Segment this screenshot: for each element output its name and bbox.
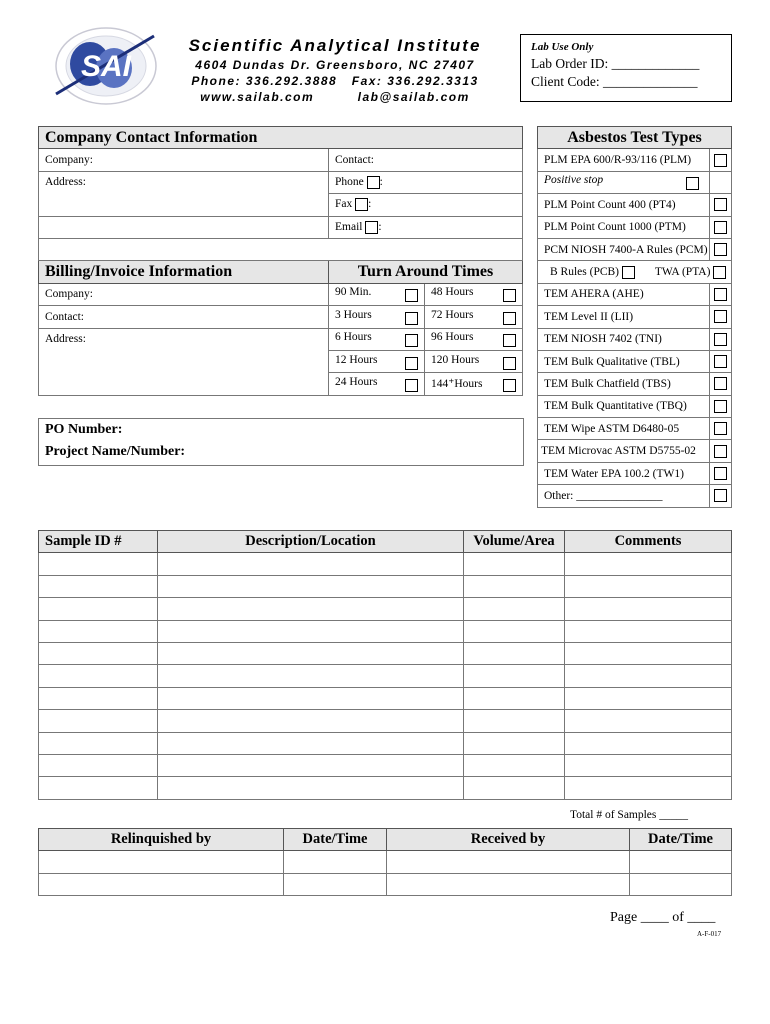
tat-checkbox[interactable] xyxy=(503,312,516,325)
sample-cell[interactable] xyxy=(464,575,565,597)
tat-label: 90 Min. xyxy=(335,286,372,299)
test-other[interactable]: Other: _______________ xyxy=(538,485,710,507)
received-header: Received by xyxy=(387,829,630,851)
test-checkbox-cell[interactable] xyxy=(710,283,732,305)
custody-cell[interactable] xyxy=(387,851,630,873)
description-header: Description/Location xyxy=(158,531,464,553)
address-line-2[interactable] xyxy=(39,216,329,238)
sample-row xyxy=(39,642,732,664)
tat-label: 3 Hours xyxy=(335,308,372,321)
fax-field[interactable] xyxy=(329,194,523,216)
billing-title: Billing/Invoice Information xyxy=(39,261,329,283)
blank-row[interactable] xyxy=(39,238,523,260)
sample-cell[interactable] xyxy=(158,754,464,776)
custody-cell[interactable] xyxy=(284,851,387,873)
blank-cell xyxy=(710,171,732,193)
institute-website: www.sailab.com xyxy=(200,90,315,104)
company-billing-table xyxy=(38,126,523,396)
po-project-box xyxy=(38,418,524,466)
checkbox[interactable] xyxy=(714,400,727,413)
relinquished-header: Relinquished by xyxy=(39,829,284,851)
tat-option-144-hours[interactable] xyxy=(425,373,523,395)
positive-stop-checkbox[interactable] xyxy=(686,177,699,190)
sample-cell[interactable] xyxy=(158,642,464,664)
form-code: A-F-017 xyxy=(697,930,722,938)
sample-cell[interactable] xyxy=(39,732,158,754)
checkbox[interactable] xyxy=(714,377,727,390)
fax-colon: : xyxy=(368,198,372,211)
test-checkbox-cell[interactable] xyxy=(710,440,732,462)
test-checkbox-cell[interactable] xyxy=(710,395,732,417)
tat-checkbox[interactable] xyxy=(503,289,516,302)
custody-table xyxy=(38,828,732,896)
sample-cell[interactable] xyxy=(565,732,732,754)
checkbox[interactable] xyxy=(714,221,727,234)
pta-checkbox[interactable] xyxy=(713,266,726,279)
sample-cell[interactable] xyxy=(39,710,158,732)
test-checkbox-cell[interactable] xyxy=(710,462,732,484)
sample-cell[interactable] xyxy=(39,598,158,620)
custody-cell[interactable] xyxy=(39,873,284,895)
checkbox[interactable] xyxy=(714,333,727,346)
sample-cell[interactable] xyxy=(158,553,464,575)
sample-cell[interactable] xyxy=(464,754,565,776)
test-checkbox-cell[interactable] xyxy=(710,418,732,440)
test-plm: PLM EPA 600/R-93/116 (PLM) xyxy=(538,149,710,171)
sample-cell[interactable] xyxy=(158,575,464,597)
sample-cell[interactable] xyxy=(565,777,732,799)
sample-cell[interactable] xyxy=(565,687,732,709)
sample-table xyxy=(38,530,732,800)
total-samples-field[interactable]: Total # of Samples _____ xyxy=(570,809,689,821)
test-checkbox-cell[interactable] xyxy=(710,306,732,328)
tat-checkbox[interactable] xyxy=(405,334,418,347)
institute-web-email xyxy=(175,90,495,104)
sample-cell[interactable] xyxy=(39,754,158,776)
tat-checkbox[interactable] xyxy=(405,379,418,392)
sample-cell[interactable] xyxy=(158,598,464,620)
sample-cell[interactable] xyxy=(158,620,464,642)
test-positive-stop xyxy=(538,171,710,193)
test-checkbox-cell[interactable] xyxy=(710,350,732,372)
sample-cell[interactable] xyxy=(565,575,732,597)
sample-cell[interactable] xyxy=(565,598,732,620)
checkbox[interactable] xyxy=(714,310,727,323)
sample-cell[interactable] xyxy=(39,620,158,642)
tat-label: 72 Hours xyxy=(431,308,474,321)
sample-cell[interactable] xyxy=(39,553,158,575)
phone-colon: : xyxy=(379,176,383,189)
logo-lettering: SAI xyxy=(80,50,132,83)
asbestos-test-table xyxy=(537,126,732,508)
sample-cell[interactable] xyxy=(565,710,732,732)
email-colon: : xyxy=(378,220,382,233)
checkbox[interactable] xyxy=(714,198,727,211)
sample-cell[interactable] xyxy=(39,665,158,687)
test-tbl: TEM Bulk Qualitative (TBL) xyxy=(538,350,710,372)
checkbox[interactable] xyxy=(714,288,727,301)
positive-stop-label: Positive stop xyxy=(544,174,604,187)
sample-row xyxy=(39,754,732,776)
comments-header: Comments xyxy=(565,531,732,553)
sample-cell[interactable] xyxy=(565,754,732,776)
test-ptm: PLM Point Count 1000 (PTM) xyxy=(538,216,710,238)
sample-row xyxy=(39,665,732,687)
tat-option-24-hours[interactable] xyxy=(329,373,425,395)
email-label: Email xyxy=(335,220,363,233)
sample-cell[interactable] xyxy=(464,732,565,754)
test-wipe: TEM Wipe ASTM D6480-05 xyxy=(538,418,710,440)
tat-checkbox[interactable] xyxy=(405,357,418,370)
checkbox[interactable] xyxy=(714,243,727,256)
custody-cell[interactable] xyxy=(630,851,732,873)
sample-row xyxy=(39,710,732,732)
tat-checkbox[interactable] xyxy=(503,334,516,347)
test-lii: TEM Level II (LII) xyxy=(538,306,710,328)
custody-row xyxy=(39,873,732,895)
sample-cell[interactable] xyxy=(464,553,565,575)
sample-row xyxy=(39,598,732,620)
tat-checkbox[interactable] xyxy=(503,357,516,370)
tat-label: 96 Hours xyxy=(431,331,474,344)
custody-cell[interactable] xyxy=(630,873,732,895)
tat-option-12-hours[interactable] xyxy=(329,350,425,372)
tat-label: 12 Hours xyxy=(335,353,378,366)
sample-cell[interactable] xyxy=(158,732,464,754)
tat-option-96-hours[interactable] xyxy=(425,328,523,350)
checkbox[interactable] xyxy=(714,154,727,167)
contact-field[interactable]: Contact: xyxy=(329,149,523,171)
lab-order-id-field[interactable]: Lab Order ID: _____________ xyxy=(531,56,700,71)
sample-cell[interactable] xyxy=(39,575,158,597)
sample-cell[interactable] xyxy=(158,687,464,709)
checkbox[interactable] xyxy=(714,445,727,458)
test-tni: TEM NIOSH 7402 (TNI) xyxy=(538,328,710,350)
tat-label: 6 Hours xyxy=(335,331,372,344)
tat-checkbox[interactable] xyxy=(405,289,418,302)
sample-cell[interactable] xyxy=(464,620,565,642)
billing-company-field[interactable]: Company: xyxy=(39,283,329,305)
institute-address: 4604 Dundas Dr. Greensboro, NC 27407 xyxy=(195,58,475,72)
sample-cell[interactable] xyxy=(565,665,732,687)
institute-name: Scientific Analytical Institute xyxy=(188,36,482,55)
email-field[interactable] xyxy=(329,216,523,238)
test-checkbox-cell[interactable] xyxy=(710,485,732,507)
test-tbs: TEM Bulk Chatfield (TBS) xyxy=(538,373,710,395)
custody-cell[interactable] xyxy=(387,873,630,895)
tat-label: 144⁺Hours xyxy=(431,377,483,390)
test-pcb-pta xyxy=(538,261,732,283)
checkbox[interactable] xyxy=(714,422,727,435)
tat-label: 120 Hours xyxy=(431,353,480,366)
tat-option-48-hours[interactable] xyxy=(425,283,523,305)
sample-cell[interactable] xyxy=(565,553,732,575)
phone-label: Phone xyxy=(335,176,364,189)
tat-option-120-hours[interactable] xyxy=(425,350,523,372)
sample-cell[interactable] xyxy=(464,710,565,732)
tat-checkbox[interactable] xyxy=(405,312,418,325)
billing-address-field[interactable]: Address: xyxy=(39,328,329,395)
institute-fax: Fax: 336.292.3313 xyxy=(351,74,479,88)
client-code-field[interactable]: Client Code: ______________ xyxy=(531,74,698,89)
tat-option-72-hours[interactable] xyxy=(425,306,523,328)
custody-row xyxy=(39,851,732,873)
sample-row xyxy=(39,732,732,754)
test-pcm-checkbox-cell[interactable] xyxy=(710,238,732,260)
test-tbq: TEM Bulk Quantitative (TBQ) xyxy=(538,395,710,417)
sai-logo xyxy=(50,24,162,108)
institute-email: lab@sailab.com xyxy=(357,90,470,104)
tat-option-3-hours[interactable] xyxy=(329,306,425,328)
volume-header: Volume/Area xyxy=(464,531,565,553)
sample-id-header: Sample ID # xyxy=(39,531,158,553)
sample-cell[interactable] xyxy=(464,665,565,687)
pcb-label: B Rules (PCB) xyxy=(550,265,620,278)
tat-label: 24 Hours xyxy=(335,375,378,388)
sample-cell[interactable] xyxy=(158,710,464,732)
tat-option-90-min[interactable] xyxy=(329,283,425,305)
tat-checkbox[interactable] xyxy=(503,379,516,392)
pcb-checkbox[interactable] xyxy=(622,266,635,279)
sample-cell[interactable] xyxy=(158,665,464,687)
page-number-field[interactable]: Page ____ of ____ xyxy=(610,910,716,925)
po-number-field[interactable]: PO Number: xyxy=(45,422,123,437)
phone-field[interactable] xyxy=(329,171,523,193)
asbestos-title: Asbestos Test Types xyxy=(538,127,732,149)
test-pt4-checkbox-cell[interactable] xyxy=(710,194,732,216)
checkbox[interactable] xyxy=(714,355,727,368)
custody-cell[interactable] xyxy=(39,851,284,873)
test-plm-checkbox-cell[interactable] xyxy=(710,149,732,171)
sample-cell[interactable] xyxy=(39,687,158,709)
pta-label: TWA (PTA) xyxy=(654,265,711,278)
lab-use-title: Lab Use Only xyxy=(531,41,594,53)
lab-use-box xyxy=(520,34,732,102)
sample-row xyxy=(39,620,732,642)
checkbox[interactable] xyxy=(714,467,727,480)
date-time-header: Date/Time xyxy=(630,829,732,851)
sample-row xyxy=(39,687,732,709)
test-pt4: PLM Point Count 400 (PT4) xyxy=(538,194,710,216)
custody-cell[interactable] xyxy=(284,873,387,895)
sample-cell[interactable] xyxy=(464,777,565,799)
sample-row xyxy=(39,777,732,799)
sample-cell[interactable] xyxy=(464,598,565,620)
test-microvac: TEM Microvac ASTM D5755-02 xyxy=(538,440,710,462)
sample-row xyxy=(39,575,732,597)
sample-cell[interactable] xyxy=(464,642,565,664)
test-pcm: PCM NIOSH 7400-A Rules (PCM) xyxy=(538,238,710,260)
sample-cell[interactable] xyxy=(158,777,464,799)
tat-label: 48 Hours xyxy=(431,286,474,299)
sample-cell[interactable] xyxy=(565,642,732,664)
sample-cell[interactable] xyxy=(464,687,565,709)
test-ahe: TEM AHERA (AHE) xyxy=(538,283,710,305)
phone-checkbox[interactable] xyxy=(367,176,380,189)
company-field[interactable]: Company: xyxy=(39,149,329,171)
tat-option-6-hours[interactable] xyxy=(329,328,425,350)
institute-phone-fax xyxy=(175,74,495,88)
fax-label: Fax xyxy=(335,198,353,211)
billing-contact-field[interactable]: Contact: xyxy=(39,306,329,328)
test-ptm-checkbox-cell[interactable] xyxy=(710,216,732,238)
test-water: TEM Water EPA 100.2 (TW1) xyxy=(538,462,710,484)
checkbox[interactable] xyxy=(714,489,727,502)
company-contact-title: Company Contact Information xyxy=(39,127,523,149)
email-checkbox[interactable] xyxy=(365,221,378,234)
sample-cell[interactable] xyxy=(565,620,732,642)
sample-cell[interactable] xyxy=(39,642,158,664)
test-checkbox-cell[interactable] xyxy=(710,328,732,350)
date-time-header: Date/Time xyxy=(284,829,387,851)
turnaround-title: Turn Around Times xyxy=(329,261,523,283)
address-field[interactable]: Address: xyxy=(39,171,329,216)
fax-checkbox[interactable] xyxy=(355,198,368,211)
sample-cell[interactable] xyxy=(39,777,158,799)
institute-phone: Phone: 336.292.3888 xyxy=(191,74,338,88)
test-checkbox-cell[interactable] xyxy=(710,373,732,395)
sample-row xyxy=(39,553,732,575)
project-name-field[interactable]: Project Name/Number: xyxy=(45,444,186,459)
